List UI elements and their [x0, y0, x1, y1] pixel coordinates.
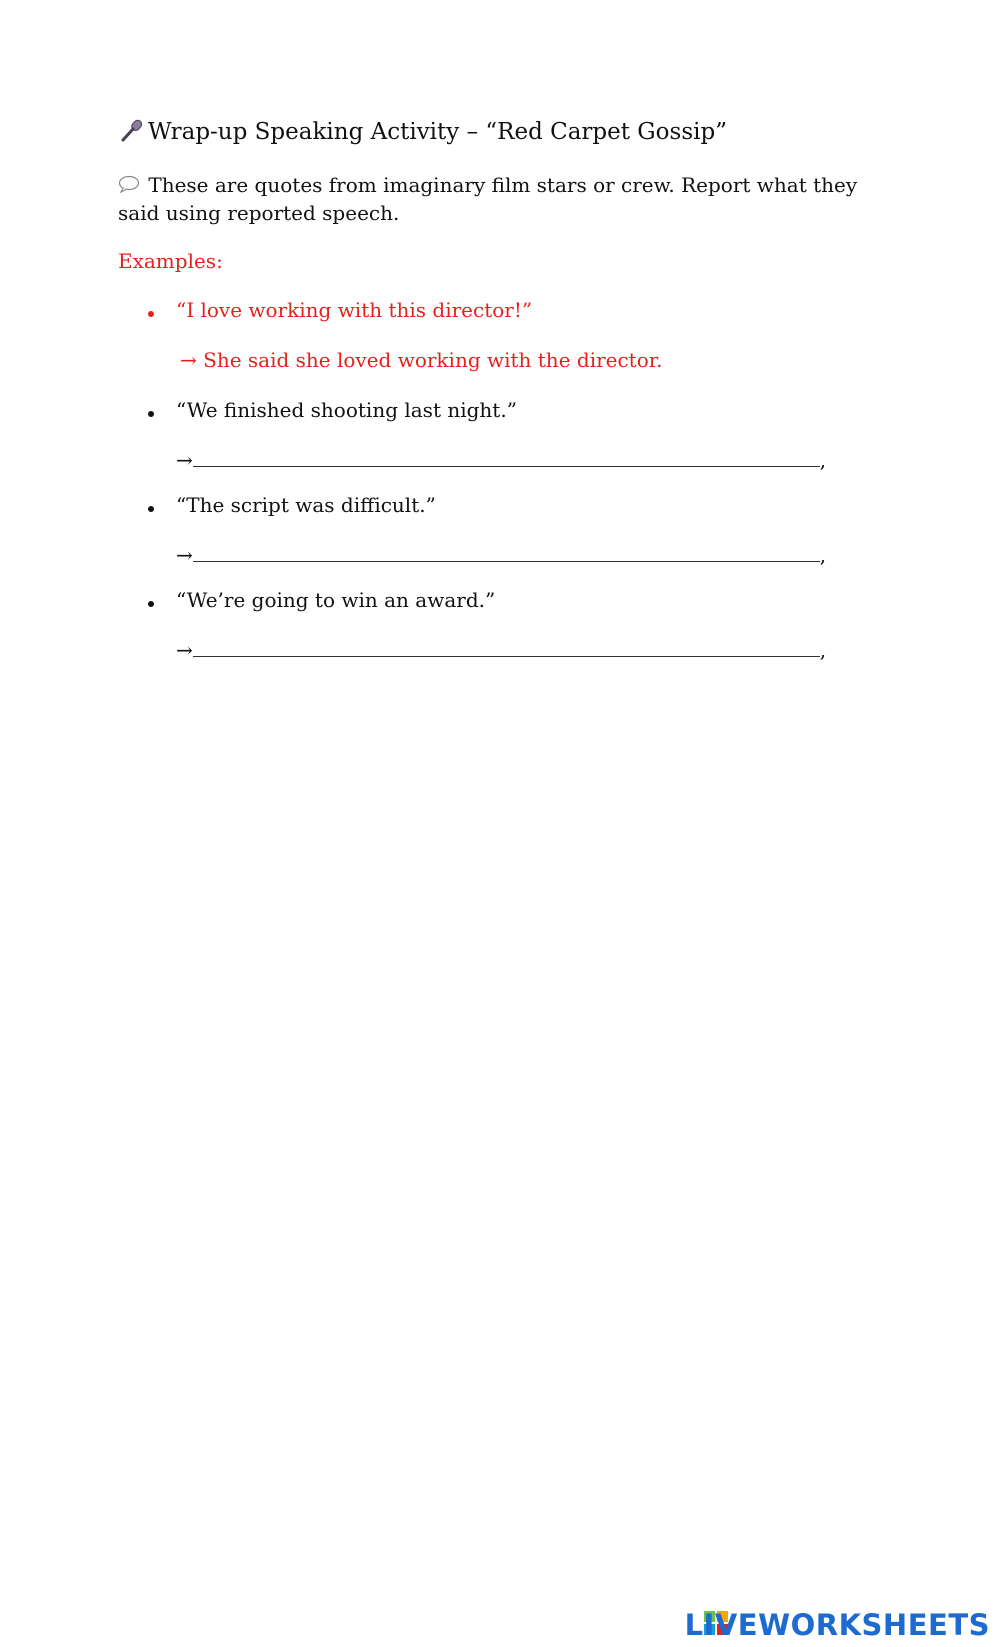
answer-blank-1[interactable]: [193, 448, 820, 467]
quote-2: “The script was difficult.”: [176, 493, 436, 517]
arrow: →: [176, 448, 193, 472]
speech-bubble-icon: [118, 173, 142, 200]
line-end: ,: [819, 448, 827, 472]
arrow: →: [176, 543, 193, 567]
example-quote: “I love working with this director!”: [176, 298, 533, 322]
liveworksheets-logo: LIVEWORKSHEETS: [684, 1608, 990, 1642]
answer-blank-3[interactable]: [193, 638, 820, 657]
title-text: Wrap-up Speaking Activity – “Red Carpet Gossip”: [148, 119, 727, 145]
bullet: [148, 601, 154, 607]
instructions: [118, 172, 878, 227]
arrow: →: [176, 638, 193, 662]
bullet: [148, 506, 154, 512]
line-end: ,: [819, 543, 827, 567]
answer-blank-2[interactable]: [193, 543, 820, 562]
bullet: [148, 411, 154, 417]
examples-label: Examples:: [118, 249, 223, 273]
answer-line-3[interactable]: [176, 638, 826, 662]
line-end: ,: [819, 638, 827, 662]
example-answer: → She said she loved working with the director.: [180, 348, 663, 372]
answer-line-2[interactable]: [176, 543, 826, 567]
answer-line-1[interactable]: [176, 448, 826, 472]
microphone-icon: [120, 118, 148, 148]
quote-1: “We finished shooting last night.”: [176, 398, 517, 422]
bullet: [148, 311, 154, 317]
quote-3: “We’re going to win an award.”: [176, 588, 496, 612]
instructions-text: These are quotes from imaginary film stars or crew. Report what they said using reported speech.: [118, 173, 858, 225]
worksheet-title: [120, 118, 727, 148]
